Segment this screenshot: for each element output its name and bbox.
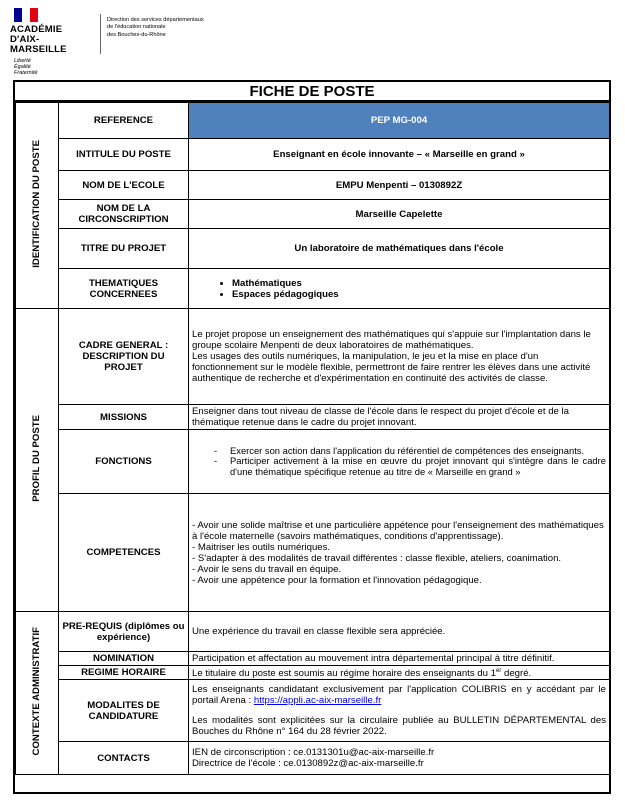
cadre-paragraph: Le projet propose un enseignement des mathématiques qui s'appuie sur l'implantation dans le groupe scolaire Menpenti de deux laboratoires de mathématiques.: [192, 329, 591, 351]
section-profil-label: PROFIL DU POSTE: [31, 415, 42, 502]
row-thematiques: [16, 269, 610, 309]
modalites-text: Les enseignants candidatant exclusivement par l'application COLIBRIS en y accédant par le portail Arena :: [192, 684, 606, 707]
regime-sup: er: [495, 668, 502, 674]
row-regime: [16, 666, 610, 680]
intitule-value: Enseignant en école innovante – « Marseille en grand »: [189, 139, 610, 171]
cadre-label: CADRE GENERAL : DESCRIPTION DU PROJET: [59, 309, 189, 405]
row-ecole: [16, 171, 610, 200]
competence-item: - S'adapter à des modalités de travail différentes : classe flexible, ateliers, coanimation.: [192, 552, 562, 564]
row-competences: [16, 494, 610, 612]
motto-line: Liberté: [14, 58, 31, 64]
row-cadre: [16, 309, 610, 405]
arena-portal-link[interactable]: https://appli.ac-aix-marseille.fr: [253, 695, 382, 707]
row-fonctions: [16, 430, 610, 494]
prerequis-value: Une expérience du travail en classe flexible sera appréciée.: [189, 612, 610, 652]
circonscription-label: NOM DE LA CIRCONSCRIPTION: [59, 200, 189, 229]
academie-logo: [8, 8, 88, 77]
thematiques-label: THEMATIQUES CONCERNEES: [59, 269, 189, 309]
dsden-line: des Bouches-du-Rhône: [107, 31, 166, 38]
header-divider: [100, 14, 101, 54]
spacer: [192, 706, 606, 715]
academie-name: [10, 25, 88, 55]
row-circonscription: [16, 200, 610, 229]
section-identification-label: IDENTIFICATION DU POSTE: [31, 140, 42, 268]
thematiques-list: [192, 278, 606, 300]
row-missions: [16, 405, 610, 430]
row-projet: [16, 229, 610, 269]
modalites-paragraph: [192, 684, 606, 706]
row-modalites: [16, 680, 610, 742]
fiche-table: [15, 102, 610, 775]
cadre-value: [189, 309, 610, 405]
ecole-label: NOM DE L'ECOLE: [59, 171, 189, 200]
flag-blue-band: [14, 8, 22, 22]
regime-value: [189, 666, 610, 680]
fonctions-value: [189, 430, 610, 494]
contact-line: IEN de circonscription : ce.0131301u@ac-aix-marseille.fr: [192, 747, 435, 759]
row-reference: [16, 103, 610, 139]
fiche-de-poste-form: [13, 80, 611, 794]
motto: [14, 58, 88, 77]
missions-value: Enseigner dans tout niveau de classe de l'école dans le respect du projet d'école et de la thématique retenue dans le cadre du projet innovant.: [189, 405, 610, 430]
competence-item: - Avoir une appétence pour la formation et l'innovation pédagogique.: [192, 574, 482, 586]
academie-line: ACADÉMIE: [10, 24, 63, 35]
projet-value: Un laboratoire de mathématiques dans l'école: [189, 229, 610, 269]
fonctions-list: [192, 446, 606, 478]
french-flag-icon: [14, 8, 38, 22]
missions-label: MISSIONS: [59, 405, 189, 430]
contact-line: Directrice de l'école : ce.0130892z@ac-aix-marseille.fr: [192, 758, 424, 770]
flag-white-band: [22, 8, 30, 22]
projet-label: TITRE DU PROJET: [59, 229, 189, 269]
intitule-label: INTITULE DU POSTE: [59, 139, 189, 171]
document-title: FICHE DE POSTE: [15, 82, 609, 102]
competences-label: COMPETENCES: [59, 494, 189, 612]
competences-value: [189, 494, 610, 612]
nomination-value: Participation et affectation au mouvement intra départemental principal à titre définitif.: [189, 652, 610, 666]
list-item: • Espaces pédagogiques: [232, 289, 606, 300]
dsden-line: de l'éducation nationale: [107, 24, 166, 31]
dsden-line: Direction des services départementaux: [107, 17, 204, 23]
row-prerequis: [16, 612, 610, 652]
regime-text: Le titulaire du poste est soumis au régime horaire des enseignants du 1: [192, 668, 496, 680]
modalites-value: [189, 680, 610, 742]
section-profil: [16, 309, 59, 612]
list-item: • Mathématiques: [232, 278, 606, 289]
fonctions-label: FONCTIONS: [59, 430, 189, 494]
competence-item: - Avoir le sens du travail en équipe.: [192, 563, 342, 575]
circonscription-value: Marseille Capelette: [189, 200, 610, 229]
list-item: - Participer activement à la mise en œuvre du projet innovant qui s'intègre dans le cadre d'une thématique spécifique retenue au titre de « Marseille en grand »: [230, 456, 606, 477]
contacts-label: CONTACTS: [59, 742, 189, 775]
reference-value: PEP MG-004: [189, 103, 610, 139]
contacts-value: [189, 742, 610, 775]
reference-label: REFERENCE: [59, 103, 189, 139]
competence-item: - Avoir une solide maîtrise et une particulière appétence pour l'enseignement des mathématiques à l'école maternelle (savoirs mathématiques, conditions d'apprentissage).: [192, 519, 604, 542]
cadre-paragraph: Les usages des outils numériques, la manipulation, le jeu et la mise en place d'un fonctionnement sur le modèle flexible, permettront de faire rentrer les élèves dans une activité authentique de recherche et d'expérimentation en continuité des activités de classe.: [192, 351, 591, 384]
thematiques-value: [189, 269, 610, 309]
regime-label: REGIME HORAIRE: [59, 666, 189, 680]
modalites-label: MODALITES DE CANDIDATURE: [59, 680, 189, 742]
dsden-text: [107, 17, 247, 39]
competence-item: - Maitriser les outils numériques.: [192, 541, 331, 553]
section-contexte: [16, 612, 59, 775]
academie-line: D'AIX-MARSEILLE: [10, 34, 67, 55]
ecole-value: EMPU Menpenti – 0130892Z: [189, 171, 610, 200]
prerequis-label: PRE-REQUIS (diplômes ou expérience): [59, 612, 189, 652]
nomination-label: NOMINATION: [59, 652, 189, 666]
motto-line: Fraternité: [14, 70, 38, 77]
motto-line: Égalité: [14, 64, 31, 71]
regime-text-end: degré.: [501, 668, 532, 680]
flag-red-band: [30, 8, 38, 22]
modalites-paragraph: Les modalités sont explicitées sur la circulaire publiée au BULLETIN DÉPARTEMENTAL des Bouches du Rhône n° 164 du 28 février 2022.: [192, 715, 606, 738]
section-contexte-label: CONTEXTE ADMINISTRATIF: [31, 627, 42, 756]
list-item: - Exercer son action dans l'application du référentiel de compétences des enseignants.: [230, 446, 606, 457]
row-intitule: [16, 139, 610, 171]
section-identification: [16, 103, 59, 309]
row-contacts: [16, 742, 610, 775]
row-nomination: [16, 652, 610, 666]
